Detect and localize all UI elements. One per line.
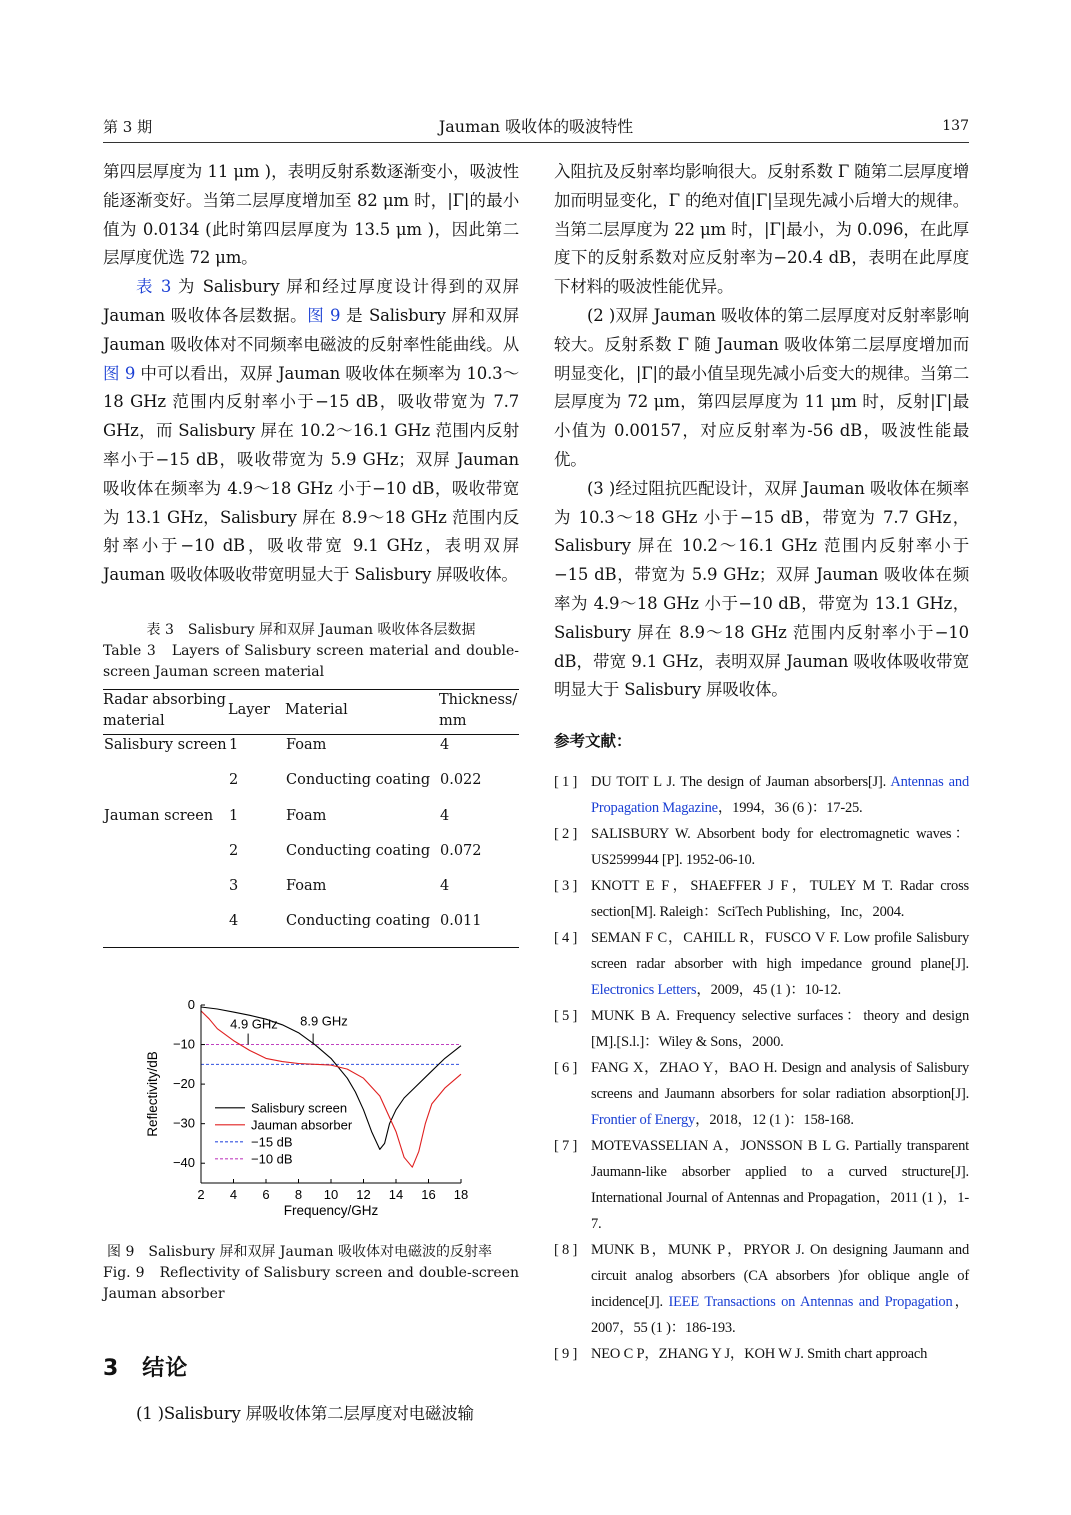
x-tick-label: 16 [421,1186,436,1202]
paragraph: (1 )Salisbury 屏吸收体第二层厚度对电磁波输 [136,1403,474,1423]
table-cell: Foam [286,736,327,753]
figure-caption-en: Fig. 9 Reflectivity of Salisbury screen and double-screen Jauman absorber [103,1264,519,1302]
reference-item [554,873,969,925]
table-cell: 1 [229,736,239,753]
table-cell: Salisbury screen [104,736,227,753]
journal-link[interactable]: Frontier of Energy [591,1112,696,1129]
reference-number: [ 9 ] [554,1346,578,1363]
reference-text: SEMAN F C，CAHILL R，FUSCO V F. Low profile Salisbury screen radar absorber with high impedance ground plane[J]. [591,930,969,973]
table-cell: Conducting coating [286,772,431,789]
right-column [554,158,969,1367]
y-tick-label: −20 [172,1075,195,1091]
column-header: Material [285,689,439,734]
table-cell: Foam [286,878,327,895]
reference-item [554,769,969,821]
reference-item [554,925,969,1003]
reference-text: MUNK B A. Frequency selective surfaces：theory and design [M].[S.l.]：Wiley & Sons，2000. [591,1008,969,1051]
table-cell: Conducting coating [286,913,431,930]
left-column [103,158,519,1429]
paragraph: (3 )经过阻抗匹配设计，双屏 Jauman 吸收体在频率为 10.3～18 GHz 小于−15 dB，带宽为 7.7 GHz，Salisbury 屏在 10.2～16.1 GHz 范围内反射率小于−15 dB，带宽为 5.9 GHz；双屏 Jauman 吸收体在频率为 4.9～18 GHz 小于−10 dB，带宽为 13.1 GHz，Salisbury 屏在 8.9～18 GHz 范围内反射率小于−10 dB，带宽 9.1 GHz，表明双屏 Jauman 吸收体吸收带宽明显大于 Salisbury 屏吸收体。 [554,478,969,700]
x-tick-label: 6 [262,1186,270,1202]
annotation-label: 8.9 GHz [300,1013,348,1029]
reference-text: MUNK B，MUNK P，PRYOR J. On designing Jaumann and circuit analog absorbers (CA absorbers )for oblique angle of incidence[J]. [591,1242,969,1311]
table-cell: 4 [229,913,239,930]
x-tick-label: 4 [229,1186,238,1202]
legend-label: Salisbury screen [251,1100,348,1116]
section-heading: 3 结论 [103,1355,189,1381]
text-run: 是 Salisbury 屏和双屏 Jauman 吸收体对不同频率电磁波的反射率性能曲线。从 [103,305,519,354]
reference-number: [ 8 ] [554,1242,578,1259]
y-tick-label: −10 [172,1036,195,1052]
paragraph: (2 )双屏 Jauman 吸收体的第二层厚度对反射率影响较大。反射系数 Γ 随 Jauman 吸收体第二层厚度增加而明显变化，|Γ|的最小值呈现先减小后变大的规律。当第二层厚度为 72 μm，第四层厚度为 11 μm 时，反射|Γ|最小值为 0.00157，对应反射率为-56 dB，吸波性能最优。 [554,305,969,469]
reference-number: [ 5 ] [554,1008,578,1025]
reference-number: [ 2 ] [554,826,578,843]
reference-number: [ 4 ] [554,930,578,947]
journal-link[interactable]: Electronics Letters [591,982,697,999]
reference-list [554,769,969,1367]
reference-number: [ 6 ] [554,1060,578,1077]
journal-article-title: Jauman 吸收体的吸波特性 [438,117,634,136]
reference-text: MOTEVASSELIAN A，JONSSON B L G. Partially transparent Jaumann-like absorber applied to a curved structure[J]. International Journal of Antennas and Propagation，2011 (1 )，1-7. [591,1138,969,1233]
y-tick-label: 0 [187,996,195,1012]
table-cell: 4 [440,878,450,895]
figure-caption [103,1242,519,1305]
paragraph [103,273,519,590]
table-row [103,734,519,770]
table-row [103,841,519,876]
reference-number: [ 1 ] [554,774,578,791]
reference-text: ，1994，36 (6 )：17-25. [717,800,863,817]
paragraph: 第四层厚度为 11 μm )，表明反射系数逐渐变小，吸波性能逐渐变好。当第二层厚度增加至 82 μm 时，|Γ|的最小值为 0.0134 (此时第四层厚度为 13.5 μm )，因此第二层厚度优选 72 μm。 [103,162,519,268]
figure-ref-link[interactable]: 图 9 [307,305,341,325]
journal-link[interactable]: Antennas and Propagation Magazine [591,774,969,817]
x-tick-label: 14 [388,1186,404,1202]
reference-number: [ 7 ] [554,1138,578,1155]
table-cell: Conducting coating [286,842,431,859]
table-cell [103,876,228,911]
y-tick-label: −40 [172,1154,195,1170]
figure-caption-cn: 图 9 Salisbury 屏和双屏 Jauman 吸收体对电磁波的反射率 [107,1243,492,1260]
reference-item [554,1341,969,1367]
x-axis-label: Frequency/GHz [283,1202,379,1218]
table-row [103,806,519,841]
table-header-row [103,689,519,734]
table-cell: 0.072 [440,842,482,859]
table-cell: 4 [440,736,450,753]
reference-item [554,1133,969,1237]
table-cell: 2 [229,772,239,789]
table-caption [103,620,519,683]
journal-link[interactable]: IEEE Transactions on Antennas and Propagation [668,1294,953,1311]
layers-table [103,689,519,948]
series-line [201,1011,461,1167]
column-header: Thickness/ mm [439,689,519,734]
table-cell: 0.022 [440,772,482,789]
table-row [103,770,519,805]
reference-item [554,1003,969,1055]
table-cell: 1 [229,807,239,824]
text-run: 中可以看出，双屏 Jauman 吸收体在频率为 10.3～18 GHz 范围内反射率小于−15 dB，吸收带宽为 7.7 GHz，而 Salisbury 屏在 10.2～16.1 GHz 范围内反射率小于−15 dB，吸收带宽为 5.9 GHz；双屏 Jauman 吸收体在频率为 4.9～18 GHz 小于−10 dB，吸收带宽为 13.1 GHz，Salisbury 屏在 8.9～18 GHz 范围内反射率小于−10 dB，吸收带宽 9.1 GHz，表明双屏 Jauman 吸收体吸收带宽明显大于 Salisbury 屏吸收体。 [103,363,519,585]
reference-text: NEO C P，ZHANG Y J，KOH W J. Smith chart approach [591,1346,928,1363]
reference-number: [ 3 ] [554,878,578,895]
column-header: Radar absorbing material [103,689,228,734]
reference-text: ，2018，12 (1 )：158-168. [695,1112,854,1129]
legend-label: −15 dB [251,1134,293,1150]
x-tick-label: 12 [356,1186,371,1202]
reference-text: ，2007，55 (1 )：186-193. [591,1294,969,1337]
reference-text: SALISBURY W. Absorbent body for electromagnetic waves：US2599944 [P]. 1952-06-10. [591,826,969,869]
reflectivity-chart [95,988,515,1228]
table-caption-cn: 表 3 Salisbury 屏和双屏 Jauman 吸收体各层数据 [146,621,476,638]
table-cell: 3 [229,878,239,895]
table-cell [103,841,228,876]
text-run: 为 Salisbury 屏和经过厚度设计得到的双屏 Jauman 吸收体各层数据。 [103,277,519,325]
x-tick-label: 2 [197,1186,205,1202]
table-cell: 2 [229,842,239,859]
paragraph: 入阻抗及反射率均影响很大。反射系数 Γ 随第二层厚度增加而明显变化，Γ 的绝对值|Γ|呈现先减小后增大的规律。当第二层厚度为 22 μm 时，|Γ|最小，为 0.096，在此厚度下的反射系数对应反射率为−20.4 dB，表明在此厚度下材料的吸波性能优异。 [554,162,969,297]
x-tick-label: 8 [294,1186,303,1202]
x-tick-label: 10 [323,1186,339,1202]
legend-label: Jauman absorber [251,1117,353,1133]
table-cell: Jauman screen [104,807,214,824]
table-cell: Foam [286,807,327,824]
table-cell: 0.011 [440,913,482,930]
page-number: 137 [942,118,969,134]
table-row [103,876,519,911]
table-body [103,734,519,947]
table-caption-en: Table 3 Layers of Salisbury screen material and double-screen Jauman screen material [103,642,519,680]
table-row [103,911,519,947]
reference-text: DU TOIT L J. The design of Jauman absorbers[J]. [591,774,891,791]
legend-label: −10 dB [251,1151,293,1167]
reference-item [554,1055,969,1133]
x-tick-label: 18 [453,1186,469,1202]
table-cell [103,770,228,805]
table-cell: 4 [440,807,450,824]
y-tick-label: −30 [172,1115,195,1131]
reference-text: KNOTT E F，SHAEFFER J F，TULEY M T. Radar cross section[M]. Raleigh：SciTech Publishing，Inc，2004. [591,878,969,921]
issue-number: 第 3 期 [103,118,153,136]
y-axis-label: Reflectivity/dB [145,1050,160,1137]
reference-text: FANG X，ZHAO Y，BAO H. Design and analysis of Salisbury screens and Jaumann absorbers for solar radiation absorption[J]. [591,1060,969,1103]
reference-item [554,1237,969,1341]
reference-text: ，2009，45 (1 )：10-12. [696,982,841,999]
table-ref-link[interactable]: 表 3 [136,277,172,297]
figure-ref-link[interactable]: 图 9 [103,363,136,383]
annotation-label: 4.9 GHz [230,1016,278,1032]
column-header: Layer [228,689,285,734]
running-header [103,112,969,143]
table-cell [103,911,228,947]
reference-item [554,821,969,873]
references-heading: 参考文献： [554,732,632,751]
